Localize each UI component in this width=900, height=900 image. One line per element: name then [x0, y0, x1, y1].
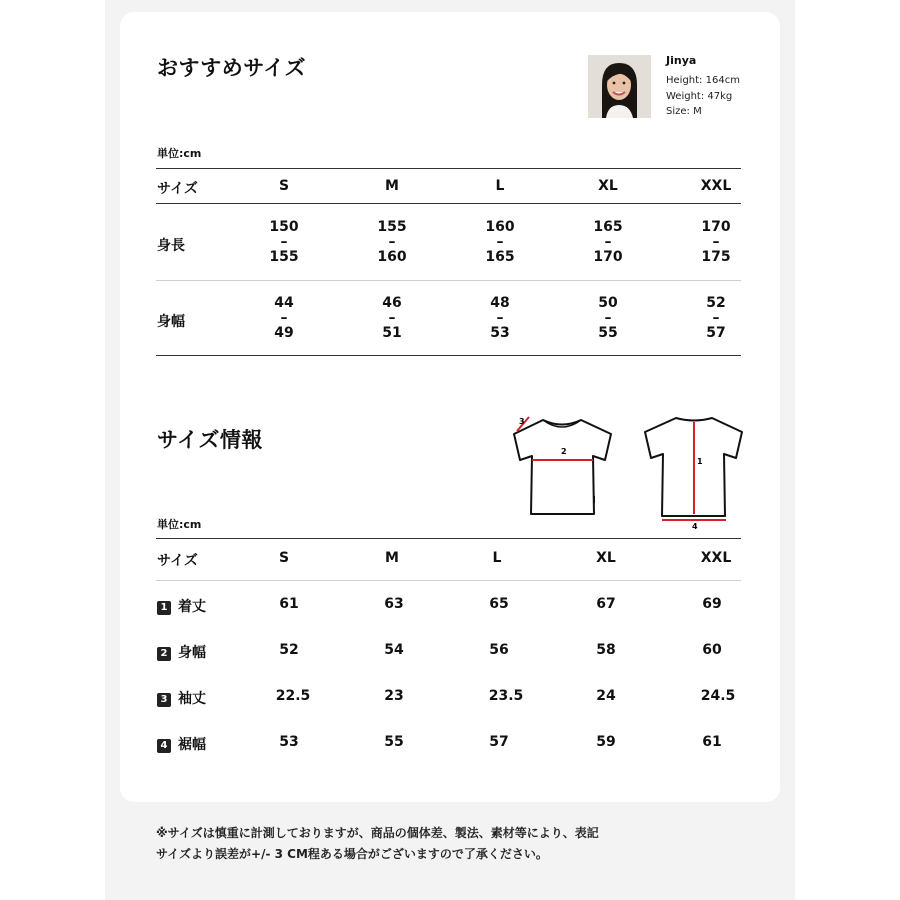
recommend-header-xxl: XXL — [700, 178, 732, 194]
recommend-height-xl: 165 – 170 — [593, 219, 623, 265]
info-row-length: 1 着丈 — [157, 596, 206, 616]
recommend-row-label-height: 身長 — [157, 238, 185, 254]
info-chest-s: 52 — [279, 642, 299, 658]
info-hem-s: 53 — [279, 734, 299, 750]
info-header-label: サイズ — [157, 553, 198, 569]
footnote-line-1: ※サイズは慎重に計測しておりますが、商品の個体差、製法、素材等により、表記 — [156, 826, 599, 840]
recommend-header-rule — [156, 203, 741, 204]
badge-1: 1 — [157, 601, 171, 615]
info-header-rule — [156, 580, 741, 581]
badge-4: 4 — [157, 739, 171, 753]
info-length-xl: 67 — [596, 596, 616, 612]
recommend-header-m: M — [385, 178, 399, 194]
info-header-m: M — [385, 550, 399, 566]
recommend-width-xl: 50 – 55 — [598, 295, 618, 341]
footnote-line-2: サイズより誤差が+/- 3 CM程ある場合がございますので了承ください。 — [156, 847, 548, 861]
info-header-l: L — [492, 550, 502, 566]
back-hem-number: 4 — [692, 522, 698, 530]
recommend-width-s: 44 – 49 — [274, 295, 294, 341]
badge-2: 2 — [157, 647, 171, 661]
info-chest-l: 56 — [489, 642, 509, 658]
model-name: Jinya — [666, 54, 697, 67]
recommend-width-xxl: 52 – 57 — [706, 295, 726, 341]
info-length-m: 63 — [384, 596, 404, 612]
info-chest-xxl: 60 — [702, 642, 722, 658]
front-width-number: 2 — [561, 447, 567, 456]
recommend-header-s: S — [278, 178, 290, 194]
info-header-s: S — [278, 550, 290, 566]
info-length-xxl: 69 — [702, 596, 722, 612]
info-header-xxl: XXL — [700, 550, 732, 566]
back-length-number: 1 — [697, 457, 703, 466]
recommend-table-top-rule — [156, 168, 741, 169]
front-sleeve-number: 3 — [519, 417, 525, 426]
recommend-width-l: 48 – 53 — [490, 295, 510, 341]
recommend-title: おすすめサイズ — [157, 56, 307, 80]
recommend-header-xl: XL — [598, 178, 618, 194]
model-height: Height: 164cm — [666, 75, 740, 86]
info-sleeve-xxl: 24.5 — [700, 688, 736, 704]
info-sleeve-xl: 24 — [596, 688, 616, 704]
model-photo — [588, 55, 651, 118]
recommend-height-s: 150 – 155 — [269, 219, 299, 265]
size-card — [120, 12, 780, 802]
recommend-table-bottom-rule — [156, 355, 741, 356]
info-chest-m: 54 — [384, 642, 404, 658]
recommend-height-m: 155 – 160 — [377, 219, 407, 265]
info-length-l: 65 — [489, 596, 509, 612]
recommend-header-l: L — [495, 178, 505, 194]
recommend-width-m: 46 – 51 — [382, 295, 402, 341]
info-header-xl: XL — [596, 550, 616, 566]
recommend-header-label: サイズ — [157, 181, 198, 197]
info-hem-xl: 59 — [596, 734, 616, 750]
info-hem-m: 55 — [384, 734, 404, 750]
info-hem-l: 57 — [489, 734, 509, 750]
info-unit: 単位:cm — [157, 518, 202, 531]
recommend-row-label-width: 身幅 — [157, 314, 185, 330]
info-sleeve-m: 23 — [384, 688, 404, 704]
info-row-hem: 4 裾幅 — [157, 734, 206, 754]
recommend-height-xxl: 170 – 175 — [701, 219, 731, 265]
info-table-top-rule — [156, 538, 741, 539]
info-row-sleeve: 3 袖丈 — [157, 688, 206, 708]
info-row-chest: 2 身幅 — [157, 642, 206, 662]
info-sleeve-s: 22.5 — [275, 688, 311, 704]
info-sleeve-l: 23.5 — [488, 688, 524, 704]
info-title: サイズ情報 — [157, 428, 263, 452]
recommend-unit: 単位:cm — [157, 147, 202, 160]
model-size: Size: M — [666, 106, 702, 117]
info-chest-xl: 58 — [596, 642, 616, 658]
recommend-height-l: 160 – 165 — [485, 219, 515, 265]
back-shirt-diagram — [638, 410, 750, 530]
badge-3: 3 — [157, 693, 171, 707]
info-length-s: 61 — [279, 596, 299, 612]
recommend-row-rule — [156, 280, 741, 281]
front-shirt-diagram — [505, 412, 620, 520]
model-weight: Weight: 47kg — [666, 91, 733, 102]
info-hem-xxl: 61 — [702, 734, 722, 750]
